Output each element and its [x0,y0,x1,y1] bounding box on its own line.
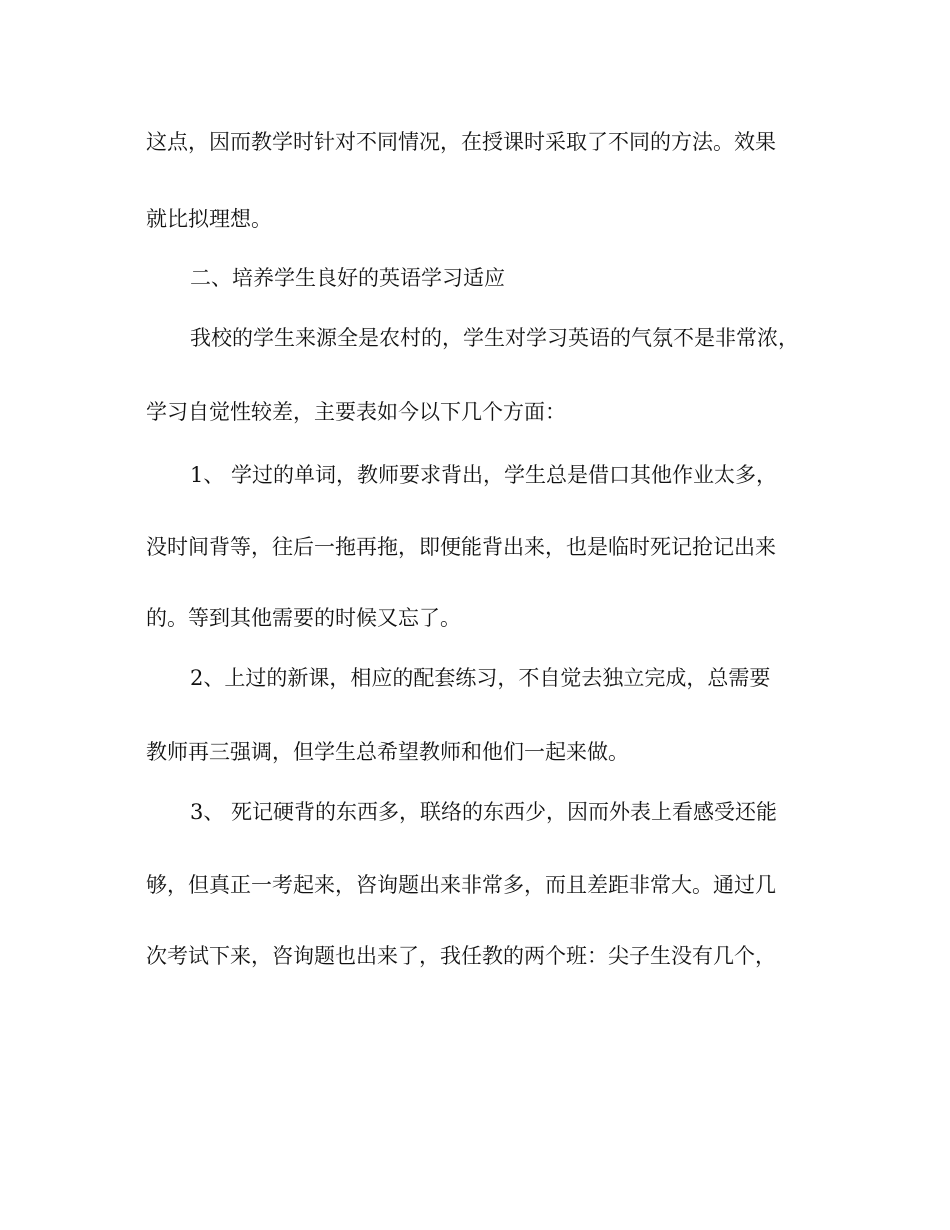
paragraph-line: 没时间背等，往后一拖再拖，即便能背出来，也是临时死记抢记出来 [146,535,776,559]
paragraph-line: 我校的学生来源全是农村的，学生对学习英语的气氛不是非常浓， [190,326,799,350]
paragraph-line: 学习自觉性较差，主要表如今以下几个方面： [146,400,566,424]
section-heading: 二、培养学生良好的英语学习适应 [190,266,505,290]
paragraph-line: 次考试下来，咨询题也出来了，我任教的两个班：尖子生没有几个， [146,944,776,968]
paragraph-line: 教师再三强调，但学生总希望教师和他们一起来做。 [146,740,629,764]
list-item-line: 3、 死记硬背的东西多，联络的东西少，因而外表上看感受还能 [190,800,778,824]
list-item-line: 1、 学过的单词，教师要求背出，学生总是借口其他作业太多， [190,463,778,487]
paragraph-line: 够，但真正一考起来，咨询题出来非常多，而且差距非常大。通过几 [146,873,776,897]
list-item-line: 2、上过的新课，相应的配套练习，不自觉去独立完成，总需要 [190,666,771,690]
paragraph-line: 的。等到其他需要的时候又忘了。 [146,606,461,630]
paragraph-line: 就比拟理想。 [146,207,272,231]
paragraph-line: 这点，因而教学时针对不同情况，在授课时采取了不同的方法。效果 [146,130,776,154]
